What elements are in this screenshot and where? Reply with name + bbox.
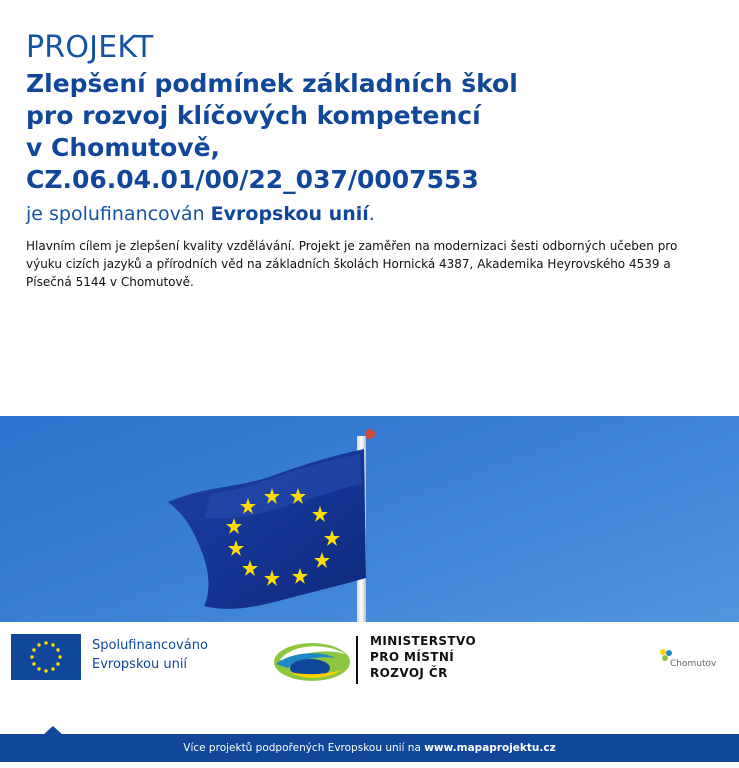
funding-statement [26,202,716,226]
project-registration-number: CZ.06.04.01/00/22_037/0007553 [26,165,479,194]
funding-statement-eu: Evropskou unií [210,203,369,225]
funding-statement-prefix: je spolufinancován [26,203,211,225]
flagpole-finial [365,429,375,439]
partner-logos [0,622,739,718]
project-label: PROJEKT [26,30,154,65]
footer-link[interactable]: www.mapaprojektu.cz [424,742,556,754]
project-title-line-2: pro rozvoj klíčových kompetencí [26,101,481,130]
project-title-line-1: Zlepšení podmínek základních škol [26,69,518,98]
eu-cofinanced-line-2: Evropskou unií [92,657,188,672]
eu-flag-photo [0,416,739,622]
ministry-name [370,633,476,681]
eu-cofinanced-line-1: Spolufinancováno [92,638,208,653]
header-section [26,30,716,291]
chomutov-label: Chomutov [670,659,717,669]
project-title-line-3: v Chomutově, [26,133,221,162]
ministry-name-line-3: ROZVOJ ČR [370,666,448,680]
footer-bar [0,734,739,762]
project-description: Hlavním cílem je zlepšení kvality vzdělávání. Projekt je zaměřen na modernizaci šesti odborných učeben pro výuku cizích jazyků a přírodních věd na základních školách Hornická 4387, Akademika Heyrovského 4539 a Písečná 5144 v Chomutově. [26,239,678,289]
mmr-divider [356,636,358,684]
eu-flag-photo-illustration [0,416,739,622]
funding-statement-suffix: . [368,203,375,225]
eu-flag-icon [11,634,81,680]
eu-cofinanced-label [92,636,208,674]
ministry-name-line-2: PRO MÍSTNÍ [370,650,455,664]
mmr-emblem-icon [272,638,352,686]
footer-text: Více projektů podpořených Evropskou unií na [183,742,425,754]
ministry-name-line-1: MINISTERSTVO [370,634,477,648]
project-title [26,68,716,196]
chomutov-logo [659,648,723,672]
